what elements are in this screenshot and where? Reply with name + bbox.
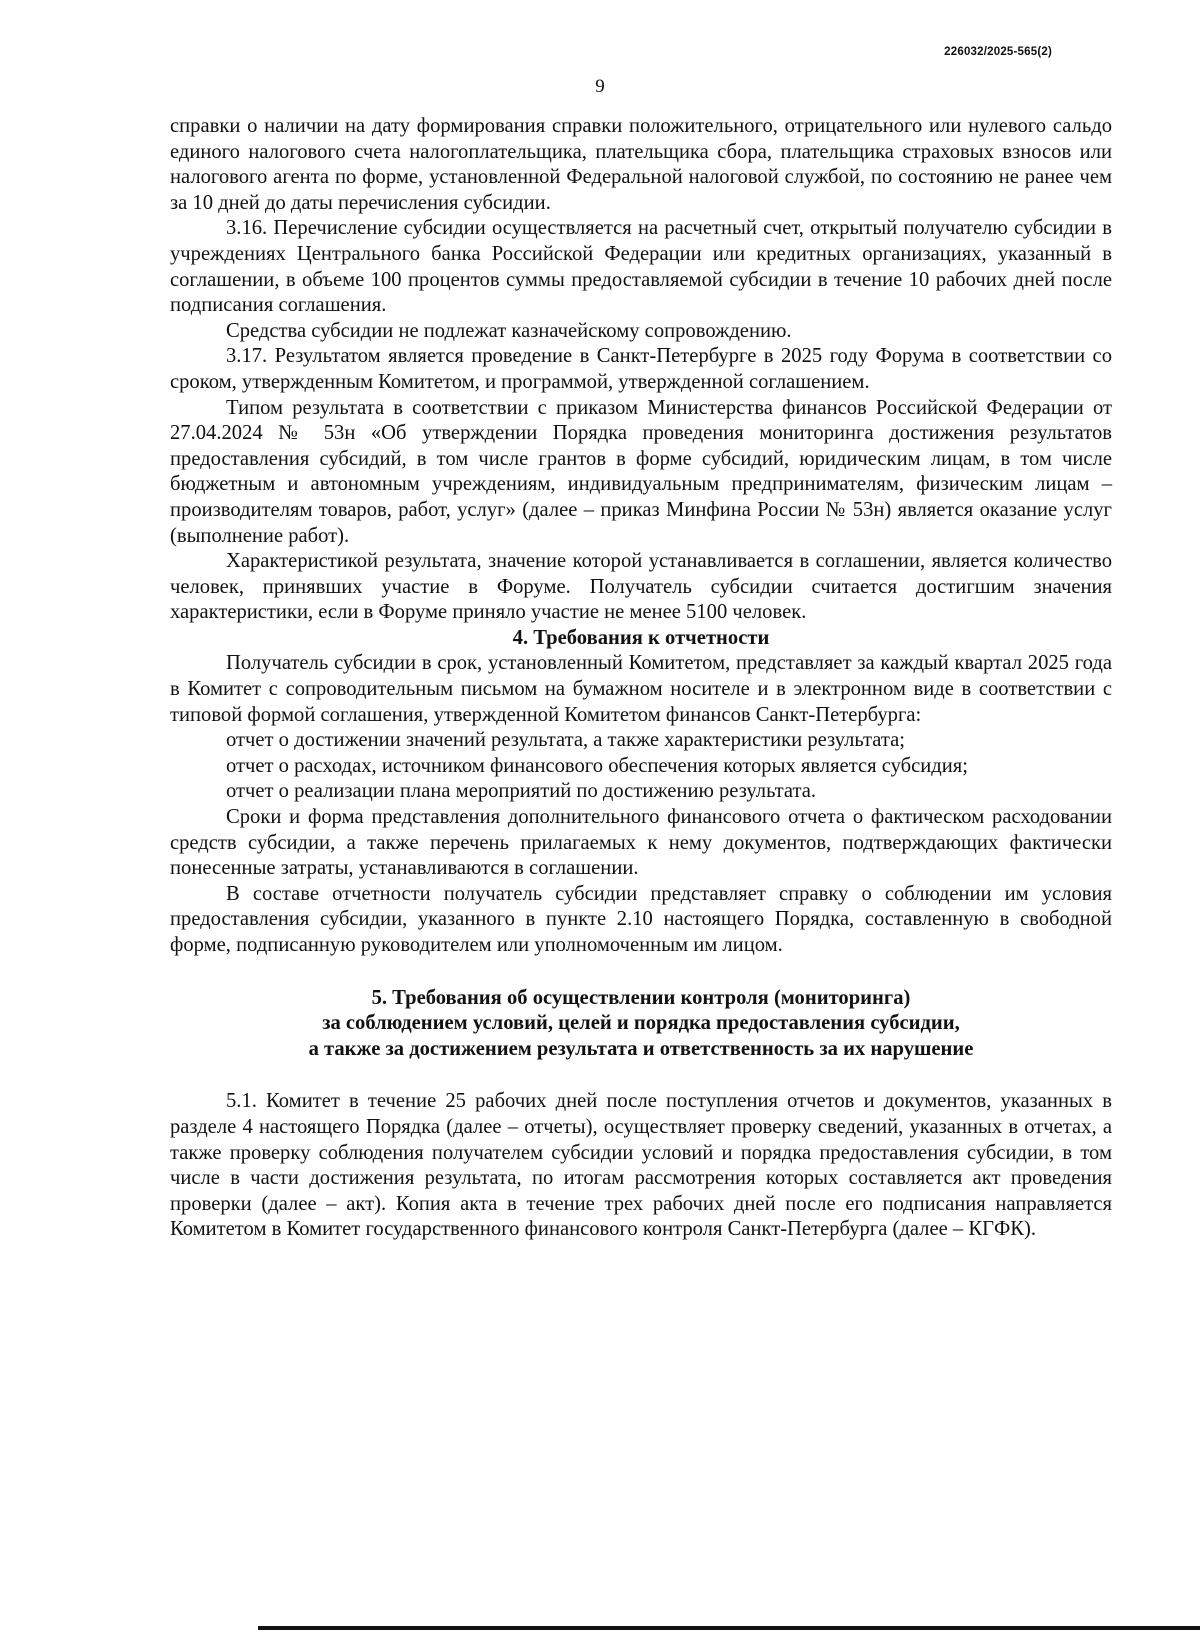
section-4-heading: 4. Требования к отчетности <box>512 626 770 649</box>
list-item: отчет о расходах, источником финансового обеспечения которых является субсидия; <box>226 754 968 777</box>
section-5-heading-line: за соблюдением условий, целей и порядка предоставления субсидии, <box>322 1012 960 1035</box>
section-5-heading-line: 5. Требования об осуществлении контроля (мониторинга) <box>371 986 911 1009</box>
paragraph: 3.17. Результатом является проведение в Санкт-Петербурге в 2025 году Форума в соответствии со сроком, утвержденным Комитетом, и программой, утвержденной соглашением. <box>170 345 1112 393</box>
paragraph: справки о наличии на дату формирования справки положительного, отрицательного или нулевого сальдо единого налогового счета налогоплательщика, плательщика сбора, плательщика страховых взносов или налогового агента по форме, установленной Федеральной налоговой службой, по состоянию не ранее чем за 10 дней до даты перечисления субсидии. <box>170 115 1112 214</box>
paragraph: Типом результата в соответствии с приказом Министерства финансов Российской Федерации от 27.04.2024 № 53н «Об утверждении Порядка проведения мониторинга достижения результатов предоставления субсидий, в том числе грантов в форме субсидий, юридическим лицам, в том числе бюджетным и автономным учреждениям, индивидуальным предпринимателям, физическим лицам – производителям товаров, работ, услуг» (далее – приказ Минфина России № 53н) является оказание услуг (выполнение работ). <box>170 396 1112 547</box>
paragraph: Получатель субсидии в срок, установленный Комитетом, представляет за каждый квартал 2025 года в Комитет с сопроводительным письмом на бумажном носителе и в электронном виде в соответствии с типовой формой соглашения, утвержденной Комитетом финансов Санкт-Петербурга: <box>170 652 1112 726</box>
scan-edge-line <box>258 1626 1200 1630</box>
paragraph: Средства субсидии не подлежат казначейскому сопровождению. <box>226 319 792 342</box>
list-item: отчет о реализации плана мероприятий по достижению результата. <box>226 780 817 803</box>
paragraph: В составе отчетности получатель субсидии представляет справку о соблюдении им условия предоставления субсидии, указанного в пункте 2.10 настоящего Порядка, составленную в свободной форме, подписанную руководителем или уполномоченным им лицом. <box>170 882 1112 956</box>
section-5-heading-line: а также за достижением результата и ответственность за их нарушение <box>308 1037 974 1060</box>
section-5-heading <box>170 986 1112 1063</box>
document-body <box>170 114 1112 1243</box>
list-item: отчет о достижении значений результата, а также характеристики результата; <box>226 729 905 752</box>
document-number: 226032/2025-565(2) <box>944 46 1052 58</box>
paragraph: Сроки и форма представления дополнительного финансового отчета о фактическом расходовании средств субсидии, а также перечень прилагаемых к нему документов, подтверждающих фактически понесенные затраты, устанавливаются в соглашении. <box>170 806 1112 880</box>
paragraph: Характеристикой результата, значение которой устанавливается в соглашении, является количество человек, принявших участие в Форуме. Получатель субсидии считается достигшим значения характеристики, если в Форуме приняло участие не менее 5100 человек. <box>170 550 1112 624</box>
page-number: 9 <box>595 76 605 97</box>
paragraph: 3.16. Перечисление субсидии осуществляется на расчетный счет, открытый получателю субсидии в учреждениях Центрального банка Российской Федерации или кредитных организациях, указанный в соглашении, в объеме 100 процентов суммы предоставляемой субсидии в течение 10 рабочих дней после подписания соглашения. <box>170 217 1112 317</box>
paragraph: 5.1. Комитет в течение 25 рабочих дней после поступления отчетов и документов, указанных в разделе 4 настоящего Порядка (далее – отчеты), осуществляет проверку сведений, указанных в отчетах, а также проверку соблюдения получателем субсидии условий и порядка предоставления субсидии, в том числе в части достижения результата, по итогам рассмотрения которых составляется акт проведения проверки (далее – акт). Копия акта в течение трех рабочих дней после его подписания направляется Комитетом в Комитет государственного финансового контроля Санкт-Петербурга (далее – КГФК). <box>170 1090 1112 1241</box>
